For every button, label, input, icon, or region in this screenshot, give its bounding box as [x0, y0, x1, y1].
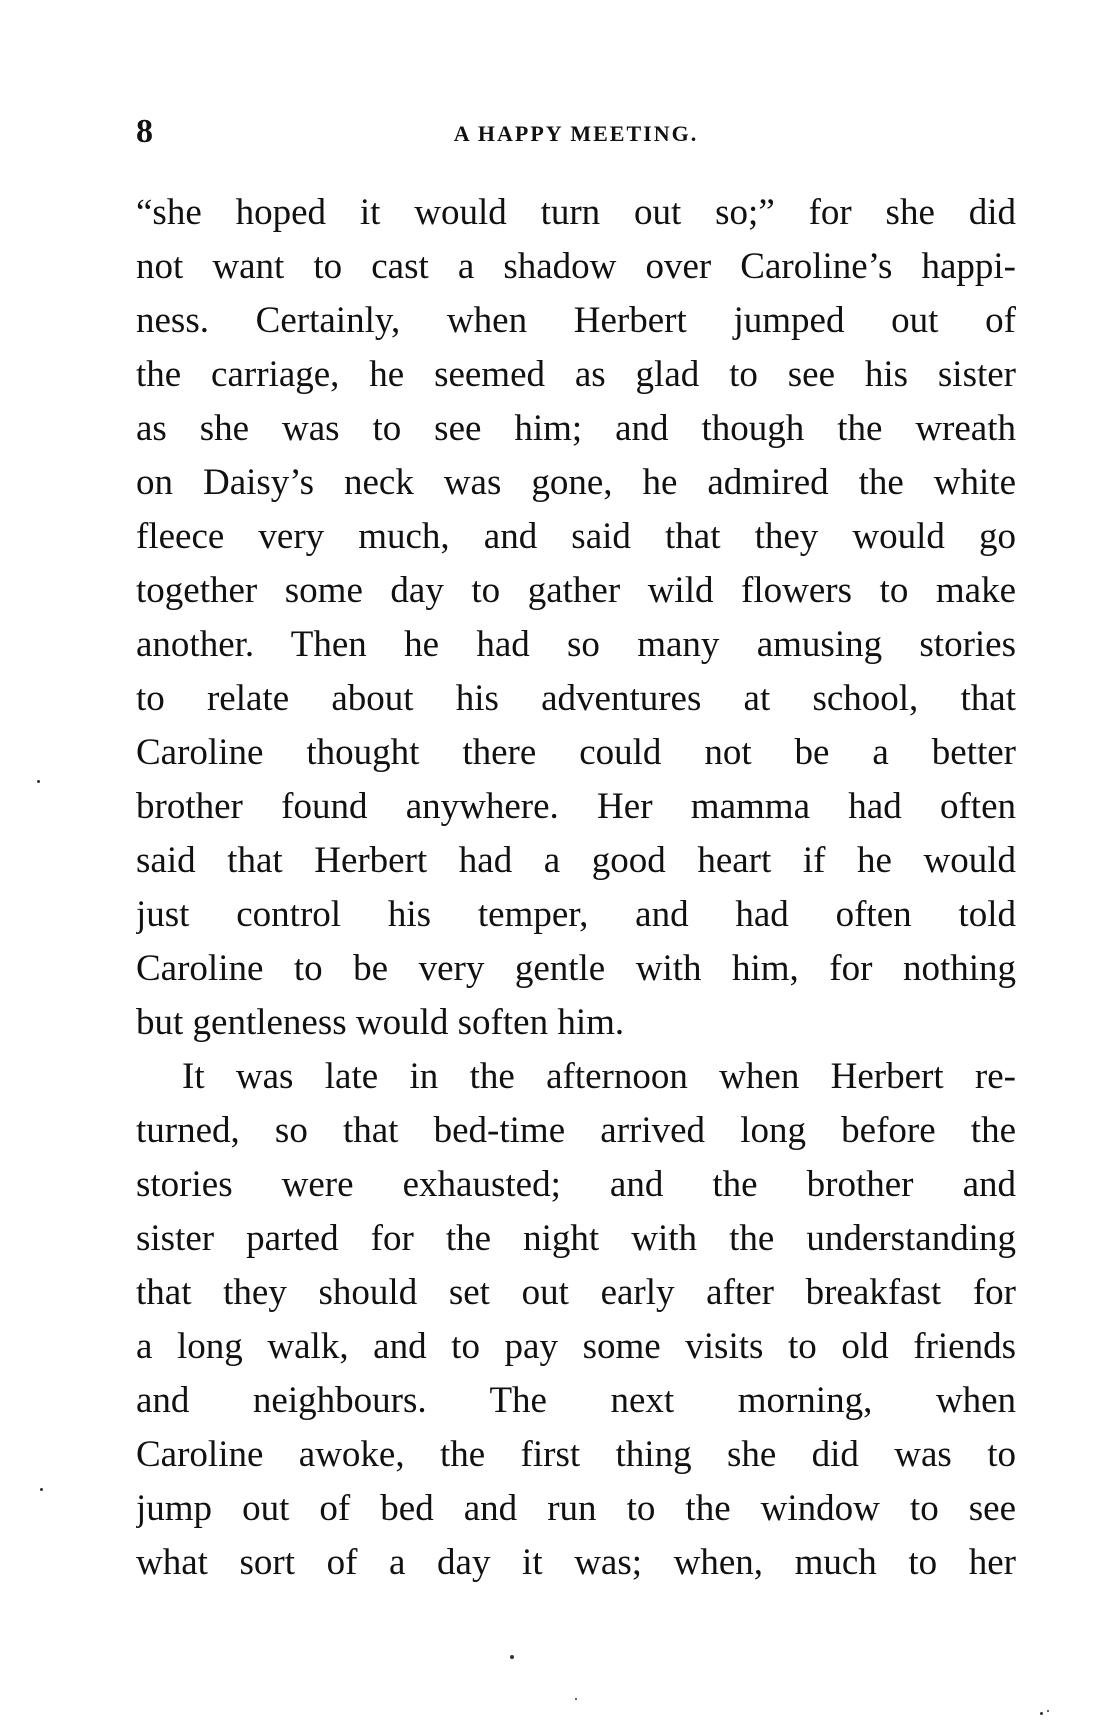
scan-speck: [37, 780, 40, 783]
text-line: that they should set out early after breakfast for: [136, 1272, 1016, 1313]
text-line: another. Then he had so many amusing stories: [136, 624, 1016, 665]
text-line: stories were exhausted; and the brother and: [136, 1164, 1016, 1205]
text-line: turned, so that bed-time arrived long before the: [136, 1110, 1016, 1151]
page-header: [136, 112, 1016, 152]
running-head: A HAPPY MEETING.: [453, 121, 699, 146]
text-line: just control his temper, and had often told: [136, 894, 1016, 935]
text-line: It was late in the afternoon when Herbert re-: [182, 1056, 1016, 1097]
text-line: the carriage, he seemed as glad to see his sister: [136, 354, 1016, 395]
text-line: not want to cast a shadow over Caroline’s happi-: [136, 246, 1016, 287]
scan-speck: [40, 1488, 43, 1491]
body-text: [136, 186, 1016, 1590]
scan-speck: [510, 1655, 514, 1659]
text-line: jump out of bed and run to the window to see: [136, 1488, 1016, 1529]
text-line: Caroline awoke, the first thing she did was to: [136, 1434, 1016, 1475]
text-line: ness. Certainly, when Herbert jumped out of: [136, 300, 1016, 341]
text-line: said that Herbert had a good heart if he would: [136, 840, 1016, 881]
text-line: on Daisy’s neck was gone, he admired the white: [136, 462, 1016, 503]
scan-speck: [575, 1698, 577, 1700]
text-line: and neighbours. The next morning, when: [136, 1380, 1016, 1421]
text-line: “she hoped it would turn out so;” for she did: [136, 192, 1016, 233]
text-line: fleece very much, and said that they would go: [136, 516, 1016, 557]
text-line: to relate about his adventures at school, that: [136, 678, 1016, 719]
text-line: a long walk, and to pay some visits to old friends: [136, 1326, 1016, 1367]
text-line: but gentleness would soften him.: [136, 1002, 625, 1043]
text-line: Caroline to be very gentle with him, for nothing: [136, 948, 1016, 989]
scan-speck: [1047, 1710, 1049, 1712]
page-number: 8: [136, 113, 153, 150]
text-line: together some day to gather wild flowers to make: [136, 570, 1016, 611]
text-line: sister parted for the night with the understanding: [136, 1218, 1016, 1259]
text-line: what sort of a day it was; when, much to her: [136, 1542, 1016, 1583]
scan-speck: [1040, 1712, 1043, 1715]
text-line: brother found anywhere. Her mamma had often: [136, 786, 1016, 827]
text-line: Caroline thought there could not be a better: [136, 732, 1016, 773]
text-line: as she was to see him; and though the wreath: [136, 408, 1016, 449]
